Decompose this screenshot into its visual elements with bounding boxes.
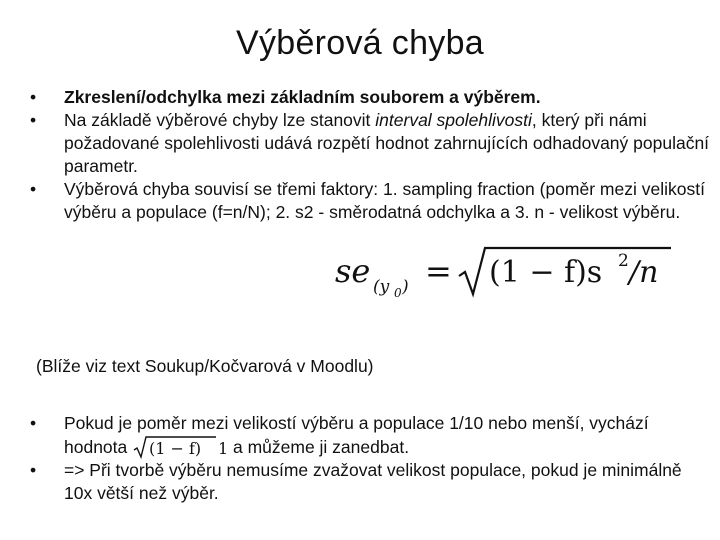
bullet-item	[30, 412, 710, 459]
formula-equals: =	[425, 252, 452, 290]
formula-subsubscript: 0	[394, 286, 402, 300]
formula-subscript: (y	[373, 277, 390, 297]
slide-title: Výběrová chyba	[235, 24, 484, 62]
inline-formula-tail: 1	[218, 439, 229, 458]
bullet-text: Výběrová chyba souvisí se třemi faktory: 1. sampling fraction (poměr mezi velikostí výběru a populace (f=n/N); 2. s2 - směrodatná odchylka a 3. n - velikost výběru.	[64, 179, 705, 222]
formula-radicand-tail: /n	[629, 255, 659, 290]
formula-exponent: 2	[618, 251, 629, 271]
bullet-text: a můžeme ji zanedbat.	[228, 437, 410, 457]
bullet-item	[30, 109, 710, 178]
bullet-list	[30, 86, 710, 224]
bullet-text: Zkreslení/odchylka mezi základním souborem a výběrem.	[64, 87, 541, 107]
bullet-item	[30, 459, 710, 505]
inline-formula-text: (1 − f)	[149, 439, 202, 458]
inline-formula	[132, 435, 228, 459]
bullet-text: Pokud je poměr mezi velikostí výběru a populace 1/10 nebo menší, vychází hodnota	[64, 413, 649, 457]
formula-radicand: (1 − f)s	[489, 255, 603, 290]
standard-error-formula	[335, 244, 675, 300]
reference-note: (Blíže viz text Soukup/Kočvarová v Moodlu)	[36, 356, 374, 376]
bullet-text: => Při tvorbě výběru nemusíme zvažovat velikost populace, pokud je minimálně 10x větší než výběr.	[64, 460, 682, 503]
emphasis-text: interval spolehlivosti	[375, 110, 532, 130]
bullet-item	[30, 86, 710, 109]
formula-lhs: se	[335, 252, 371, 290]
bullet-item	[30, 178, 710, 224]
bullet-text: Na základě výběrové chyby lze stanovit	[64, 110, 376, 130]
bullet-text: , který při námi požadované spolehlivosti udává rozpětí hodnot zahrnujících odhadovaný populační parametr.	[64, 110, 710, 176]
formula-subscript-close: )	[402, 277, 409, 297]
bullet-list-2	[30, 412, 710, 505]
